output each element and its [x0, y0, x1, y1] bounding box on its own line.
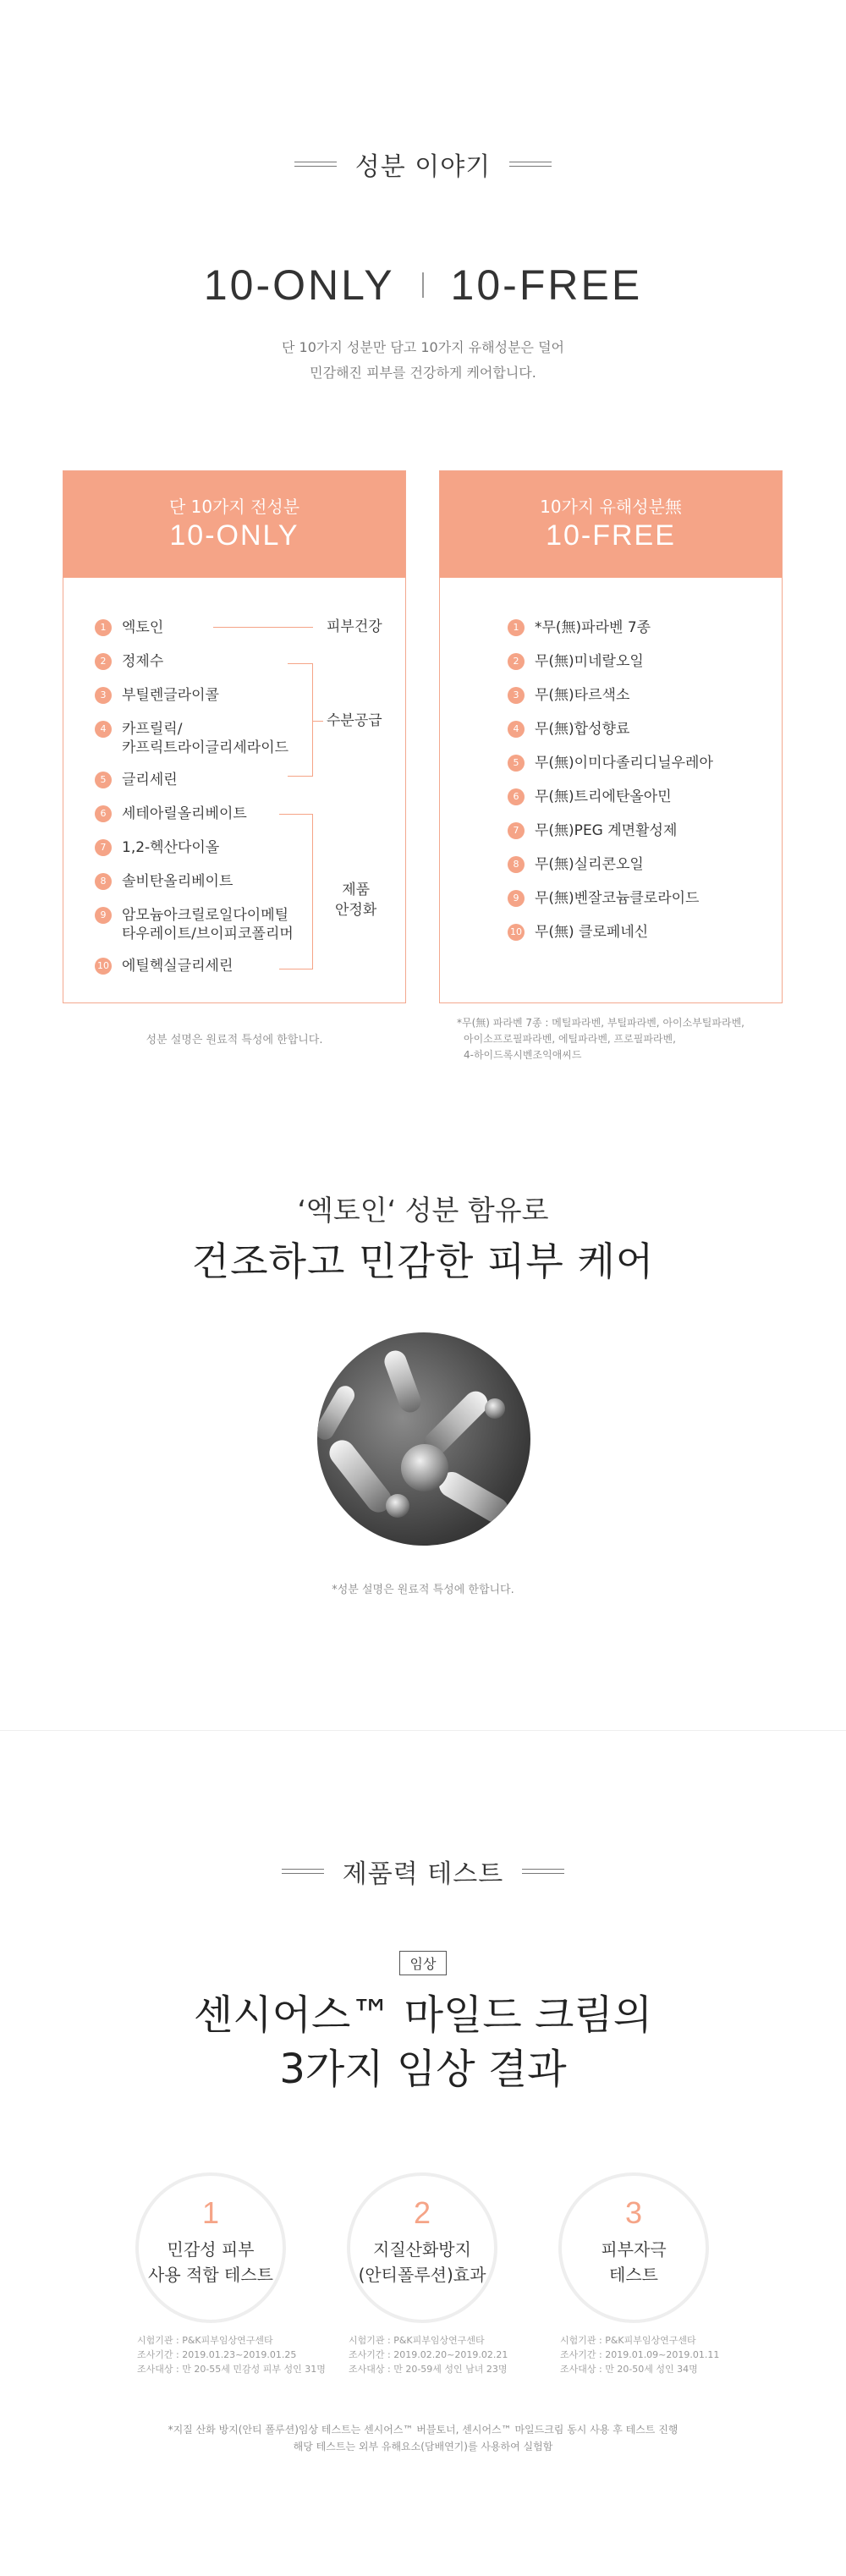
clinical-heading-line-2: 3가지 임상 결과: [279, 2046, 567, 2093]
ingredient-item: [508, 788, 672, 806]
ingredient-item: [95, 872, 233, 891]
subtitle-line-2: 민감해진 피부를 건강하게 케어합니다.: [310, 365, 536, 381]
footnote-line-2: 해당 테스트는 외부 유해요소(담배연기)를 사용하여 실험함: [293, 2441, 553, 2452]
test-info-subjects: 조사대상 : 만 20-50세 성인 34명: [560, 2364, 698, 2375]
test-title-line-2: (안티폴루션)효과: [358, 2265, 486, 2285]
test-info-institution: 시험기관 : P&K피부임상연구센타: [560, 2335, 696, 2346]
ingredient-item: [508, 923, 648, 942]
ingredient-number-badge: 7: [95, 839, 112, 856]
ingredient-item: [508, 754, 713, 772]
only-card-head-en: 10-ONLY: [169, 519, 299, 552]
ingredient-number-badge: 10: [508, 924, 525, 941]
ingredient-number-badge: 10: [95, 958, 112, 975]
ingredient-number-badge: 1: [508, 619, 525, 636]
ingredient-label: 무(無)합성향료: [535, 721, 630, 738]
free-card-head-en: 10-FREE: [546, 519, 676, 552]
ingredient-item: [95, 771, 178, 789]
ingredient-item: [508, 618, 651, 637]
free-note-line-3: 4-하이드록시벤조익애씨드: [464, 1049, 582, 1061]
clinical-badge-wrap: [0, 1951, 846, 1975]
ingredient-label: 무(無)미네랄오일: [535, 653, 644, 670]
ingredient-item: [508, 855, 644, 874]
ingredient-number-badge: 6: [95, 805, 112, 822]
ingredient-label: *무(無)파라벤 7종: [535, 619, 651, 636]
ingredient-label: 1,2-헥산다이올: [122, 839, 220, 856]
connector-line-2: [313, 721, 323, 722]
bacteria-image: [317, 1332, 530, 1546]
title-line-left-2: [282, 1869, 324, 1874]
ingredient-number-badge: 5: [508, 755, 525, 772]
only-card-header: [63, 471, 405, 578]
heading-separator: [422, 272, 424, 298]
ingredient-number-badge: 6: [508, 788, 525, 805]
ingredient-item: [95, 805, 247, 823]
title-line-left: [294, 162, 337, 167]
ingredient-item: [95, 618, 163, 637]
test-info-institution: 시험기관 : P&K피부임상연구센타: [349, 2335, 485, 2346]
title-line-right: [509, 162, 552, 167]
ingredient-item: [508, 821, 677, 840]
ingredient-number-badge: 3: [95, 687, 112, 704]
ingredient-item: [95, 686, 219, 705]
ingredient-number-badge: 8: [508, 856, 525, 873]
test-info-institution: 시험기관 : P&K피부임상연구센타: [137, 2335, 273, 2346]
test-title-line-1: 민감성 피부: [167, 2239, 255, 2260]
test-title-line-1: 지질산화방지: [373, 2239, 471, 2260]
test-number: 1: [201, 2195, 220, 2230]
test-info-period: 조사기간 : 2019.01.23~2019.01.25: [137, 2349, 297, 2360]
test-result-circle: [347, 2172, 497, 2323]
ingredient-label: 무(無)타르색소: [535, 687, 630, 704]
test-title: [562, 2237, 706, 2288]
only-card-note: 성분 설명은 원료적 특성에 한합니다.: [146, 1034, 323, 1046]
free-note-line-1: *무(無) 파라벤 7종 : 메틸파라벤, 부틸파라벤, 아이소부틸파라벤,: [457, 1017, 744, 1029]
ingredient-item: [508, 720, 629, 739]
ingredient-item: [95, 957, 233, 975]
ingredient-number-badge: 5: [95, 772, 112, 788]
free-card-head-kr: 10가지 유해성분無: [540, 497, 682, 517]
test-result-circle: [558, 2172, 709, 2323]
test-title: [139, 2237, 283, 2288]
test-number: 2: [413, 2195, 431, 2230]
ingredient-item: [95, 906, 294, 943]
ingredient-label: 무(無)벤잘코늄클로라이드: [535, 890, 700, 907]
test-info: [137, 2333, 326, 2376]
clinical-heading: [0, 1988, 846, 2096]
test-number: 3: [624, 2195, 643, 2230]
connector-line-1: [213, 627, 313, 628]
ingredient-number-badge: 2: [508, 653, 525, 670]
ingredient-story-title: [0, 146, 846, 183]
ingredient-label: 무(無)PEG 계면활성제: [535, 822, 678, 839]
test-info: [349, 2333, 508, 2376]
ingredient-item: [508, 652, 644, 671]
ingredient-label: 에틸헥실글리세린: [122, 958, 233, 975]
ingredient-label: 카프릴릭/ 카프릭트라이글리세라이드: [122, 721, 289, 756]
test-info-subjects: 조사대상 : 만 20-55세 민감성 피부 성인 31명: [137, 2364, 326, 2375]
free-card-header: [440, 471, 782, 578]
ingredient-item: [95, 720, 288, 757]
free-note-line-2: 아이소프로필파라벤, 에틸파라벤, 프로필파라벤,: [464, 1033, 676, 1045]
group-label-skin-health: 피부건강: [327, 618, 382, 635]
test-info-subjects: 조사대상 : 만 20-59세 성인 남녀 23명: [349, 2364, 508, 2375]
ingredient-label: 암모늄아크릴로일다이메틸 타우레이트/브이피코폴리머: [122, 907, 294, 942]
ingredient-item: [95, 652, 163, 671]
ingredient-number-badge: 9: [95, 907, 112, 924]
ingredient-label: 무(無)트리에탄올아민: [535, 788, 672, 805]
ingredient-item: [508, 686, 629, 705]
test-info-period: 조사기간 : 2019.02.20~2019.02.21: [349, 2349, 508, 2360]
free-card-note: [457, 1015, 744, 1063]
ingredient-label: 무(無)실리콘오일: [535, 856, 644, 873]
product-test-title-text: 제품력 테스트: [342, 1859, 504, 1889]
bracket-moisture: [288, 663, 313, 777]
product-test-title: [0, 1853, 846, 1890]
bracket-stability: [279, 814, 313, 969]
ingredient-label: 엑토인: [122, 619, 164, 636]
section-subtitle: [0, 335, 846, 386]
group-label-stability: 제품 안정화: [335, 882, 377, 919]
test-title-line-2: 사용 적합 테스트: [148, 2265, 273, 2285]
ingredient-number-badge: 4: [95, 721, 112, 738]
clinical-footnote: [0, 2421, 846, 2455]
section-title-text: 성분 이야기: [354, 152, 492, 182]
ingredient-number-badge: 9: [508, 890, 525, 907]
heading-only: 10-ONLY: [203, 261, 395, 309]
ingredient-number-badge: 2: [95, 653, 112, 670]
microbe-illustration: [317, 1332, 530, 1546]
test-title: [350, 2237, 494, 2288]
test-title-line-1: 피부자극: [601, 2239, 667, 2260]
ingredient-number-badge: 1: [95, 619, 112, 636]
ingredient-label: 부틸렌글라이콜: [122, 687, 219, 704]
clinical-badge: 임상: [399, 1951, 448, 1975]
ingredient-label: 글리세린: [122, 772, 178, 788]
group-label-moisture: 수분공급: [327, 712, 382, 729]
title-line-right-2: [522, 1869, 564, 1874]
ingredient-number-badge: 7: [508, 822, 525, 839]
test-title-line-2: 테스트: [609, 2265, 658, 2285]
ectoin-heading: 건조하고 민감한 피부 케어: [191, 1239, 655, 1284]
test-info: [560, 2333, 719, 2376]
test-result-circle: [135, 2172, 286, 2323]
ingredient-label: 정제수: [122, 653, 164, 670]
ectoin-note: *성분 설명은 원료적 특성에 한합니다.: [332, 1584, 514, 1596]
ingredient-label: 솔비탄올리베이트: [122, 873, 233, 890]
ingredient-number-badge: 3: [508, 687, 525, 704]
ingredient-item: [95, 838, 219, 857]
ingredient-number-badge: 8: [95, 873, 112, 890]
heading-free: 10-FREE: [450, 261, 643, 309]
test-info-period: 조사기간 : 2019.01.09~2019.01.11: [560, 2349, 720, 2360]
ingredient-number-badge: 4: [508, 721, 525, 738]
ectoin-subheading: ‘엑토인‘ 성분 함유로: [297, 1194, 549, 1227]
ingredient-item: [508, 889, 699, 908]
only-free-heading: [0, 261, 846, 310]
clinical-heading-line-1: 센시어스™ 마일드 크림의: [193, 1991, 653, 2039]
section-divider: [0, 1730, 846, 1731]
only-card-head-kr: 단 10가지 전성분: [168, 497, 300, 517]
subtitle-line-1: 단 10가지 성분만 담고 10가지 유해성분은 덜어: [282, 339, 564, 355]
ingredient-label: 무(無) 클로페네신: [535, 924, 649, 941]
footnote-line-1: *지질 산화 방지(안티 폴루션)임상 테스트는 센시어스™ 버블토너, 센시어스™ 마일드크림 동시 사용 후 테스트 진행: [168, 2424, 678, 2436]
ingredient-label: 무(無)이미다졸리디닐우레아: [535, 755, 713, 772]
ingredient-label: 세테아릴올리베이트: [122, 805, 247, 822]
